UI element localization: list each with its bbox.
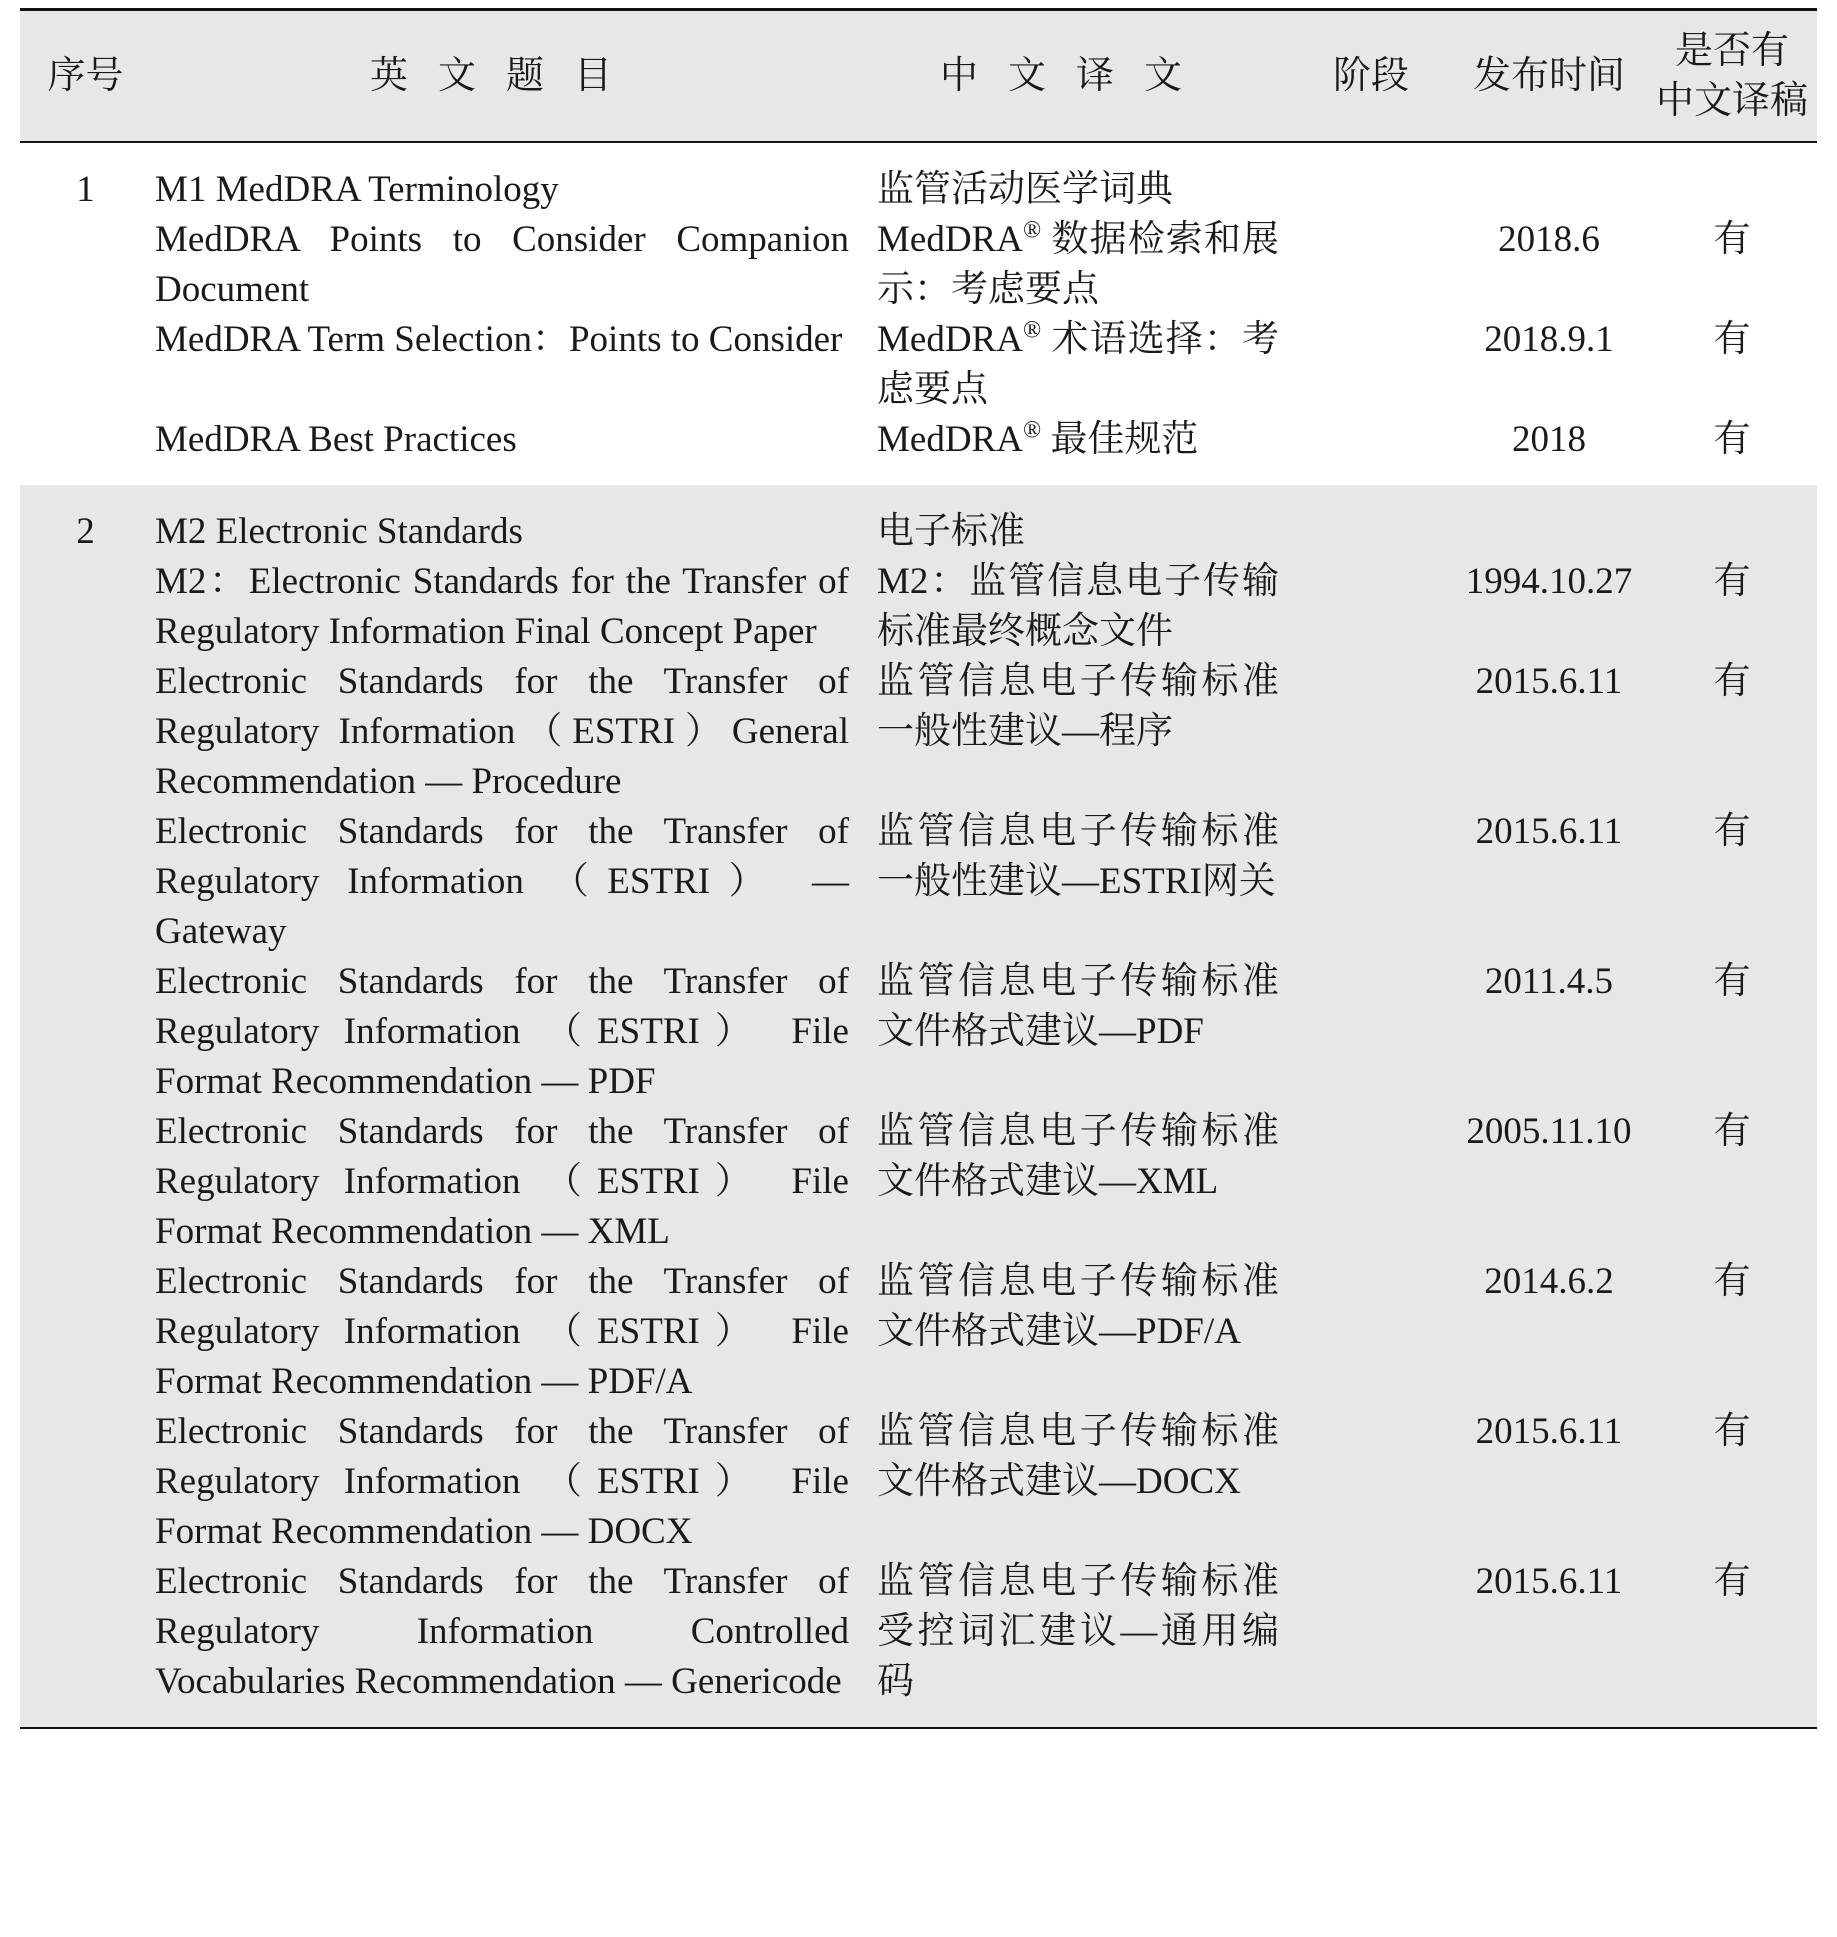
stage — [1291, 657, 1451, 807]
publish-date: 1994.10.27 — [1465, 561, 1633, 602]
has-chinese-draft: 有 — [1713, 1411, 1751, 1452]
english-title: Electronic Standards for the Transfer of Regulatory Information （ESTRI） File Format Recommendation — PDF — [155, 961, 849, 1102]
english-title: Electronic Standards for the Transfer of Regulatory Information（ESTRI）General Recommendation — Procedure — [155, 661, 849, 802]
row-number — [20, 957, 151, 1107]
table-header — [20, 10, 1817, 143]
header-stage: 阶段 — [1332, 55, 1409, 97]
header-chinese-translation: 中文译文 — [939, 55, 1212, 97]
chinese-translation: 监管信息电子传输标准文件格式建议—PDF/A — [877, 1261, 1279, 1352]
has-chinese-draft: 有 — [1713, 811, 1751, 852]
registered-mark: ® — [1022, 217, 1042, 244]
stage — [1291, 215, 1451, 315]
table-row — [20, 485, 1817, 557]
row-number — [20, 807, 151, 957]
header-no: 序号 — [47, 55, 124, 97]
publish-date: 2015.6.11 — [1475, 661, 1623, 702]
publish-date: 2005.11.10 — [1466, 1111, 1632, 1152]
english-title: M2：Electronic Standards for the Transfer of Regulatory Information Final Concept Paper — [155, 561, 849, 652]
stage — [1291, 1407, 1451, 1557]
table-row — [20, 1107, 1817, 1257]
registered-mark: ® — [1022, 317, 1042, 344]
ich-guideline-table — [20, 8, 1817, 1729]
has-chinese-draft: 有 — [1713, 1261, 1751, 1302]
table-row — [20, 1257, 1817, 1407]
row-number — [20, 215, 151, 315]
has-chinese-draft: 有 — [1713, 419, 1751, 460]
table-row — [20, 657, 1817, 807]
has-chinese-draft: 有 — [1713, 319, 1751, 360]
has-chinese-draft: 有 — [1713, 1561, 1751, 1602]
row-number — [20, 1107, 151, 1257]
row-number: 2 — [76, 511, 95, 552]
publish-date: 2014.6.2 — [1484, 1261, 1614, 1302]
publish-date: 2018.6 — [1498, 219, 1600, 260]
stage — [1291, 807, 1451, 957]
chinese-translation: 监管信息电子传输标准文件格式建议—PDF — [877, 961, 1279, 1052]
table-row — [20, 557, 1817, 657]
table-row — [20, 415, 1817, 485]
registered-mark: ® — [1022, 417, 1042, 444]
publish-date: 2015.6.11 — [1475, 1561, 1623, 1602]
english-title: M2 Electronic Standards — [155, 511, 523, 552]
publish-date — [1451, 142, 1647, 215]
english-title: M1 MedDRA Terminology — [155, 169, 559, 210]
publish-date: 2015.6.11 — [1475, 1411, 1623, 1452]
header-publish-date: 发布时间 — [1472, 55, 1625, 97]
stage — [1291, 485, 1451, 557]
row-number — [20, 1557, 151, 1728]
has-chinese-draft — [1647, 142, 1817, 215]
chinese-translation: 监管信息电子传输标准受控词汇建议—通用编码 — [877, 1561, 1279, 1702]
table-row — [20, 315, 1817, 415]
chinese-translation: 监管活动医学词典 — [877, 169, 1173, 210]
chinese-translation: 监管信息电子传输标准文件格式建议—DOCX — [877, 1411, 1279, 1502]
has-chinese-draft: 有 — [1713, 219, 1751, 260]
english-title: Electronic Standards for the Transfer of Regulatory Information Controlled Vocabularies Recommendation — Genericode — [155, 1561, 849, 1702]
chinese-translation: 监管信息电子传输标准一般性建议—程序 — [877, 661, 1279, 752]
table-group-1 — [20, 142, 1817, 485]
stage — [1291, 315, 1451, 415]
stage — [1291, 1107, 1451, 1257]
stage — [1291, 557, 1451, 657]
english-title: MedDRA Best Practices — [155, 419, 517, 460]
has-chinese-draft: 有 — [1713, 1111, 1751, 1152]
table-row — [20, 807, 1817, 957]
chinese-translation: 监管信息电子传输标准文件格式建议—XML — [877, 1111, 1279, 1202]
table-group-2 — [20, 485, 1817, 1728]
has-chinese-draft: 有 — [1713, 961, 1751, 1002]
stage — [1291, 415, 1451, 485]
publish-date: 2015.6.11 — [1475, 811, 1623, 852]
stage — [1291, 1557, 1451, 1728]
publish-date: 2011.4.5 — [1484, 961, 1614, 1002]
publish-date: 2018 — [1512, 419, 1586, 460]
publish-date: 2018.9.1 — [1484, 319, 1614, 360]
header-has-line-2: 中文译稿 — [1655, 80, 1808, 122]
has-chinese-draft: 有 — [1713, 661, 1751, 702]
english-title: MedDRA Points to Consider Companion Document — [155, 219, 849, 310]
table-row — [20, 1407, 1817, 1557]
chinese-translation: MedDRA® 数据检索和展示：考虑要点 — [877, 217, 1279, 310]
document-page — [20, 8, 1817, 1729]
stage — [1291, 957, 1451, 1107]
english-title: MedDRA Term Selection：Points to Consider — [155, 319, 843, 360]
table-row — [20, 1557, 1817, 1728]
chinese-translation: 电子标准 — [877, 511, 1025, 552]
has-chinese-draft — [1647, 485, 1817, 557]
english-title: Electronic Standards for the Transfer of Regulatory Information （ESTRI） File Format Recommendation — XML — [155, 1111, 849, 1252]
chinese-translation: 监管信息电子传输标准一般性建议—ESTRI网关 — [877, 811, 1279, 902]
row-number — [20, 1257, 151, 1407]
english-title: Electronic Standards for the Transfer of Regulatory Information （ESTRI） — Gateway — [155, 811, 849, 952]
table-row — [20, 957, 1817, 1107]
stage — [1291, 142, 1451, 215]
row-number: 1 — [76, 169, 95, 210]
table-row — [20, 142, 1817, 215]
english-title: Electronic Standards for the Transfer of Regulatory Information （ESTRI） File Format Recommendation — PDF/A — [155, 1261, 849, 1402]
row-number — [20, 315, 151, 415]
chinese-translation: MedDRA® 最佳规范 — [877, 417, 1199, 460]
header-english-title: 英文题目 — [369, 55, 642, 97]
header-has-chinese-draft — [1647, 10, 1817, 143]
has-chinese-draft: 有 — [1713, 561, 1751, 602]
table-row — [20, 215, 1817, 315]
english-title: Electronic Standards for the Transfer of Regulatory Information （ESTRI） File Format Recommendation — DOCX — [155, 1411, 849, 1552]
header-has-line-1: 是否有 — [1674, 30, 1789, 72]
chinese-translation: M2：监管信息电子传输标准最终概念文件 — [877, 561, 1279, 652]
row-number — [20, 1407, 151, 1557]
stage — [1291, 1257, 1451, 1407]
row-number — [20, 557, 151, 657]
row-number — [20, 415, 151, 485]
chinese-translation: MedDRA® 术语选择：考虑要点 — [877, 317, 1279, 410]
row-number — [20, 657, 151, 807]
publish-date — [1451, 485, 1647, 557]
